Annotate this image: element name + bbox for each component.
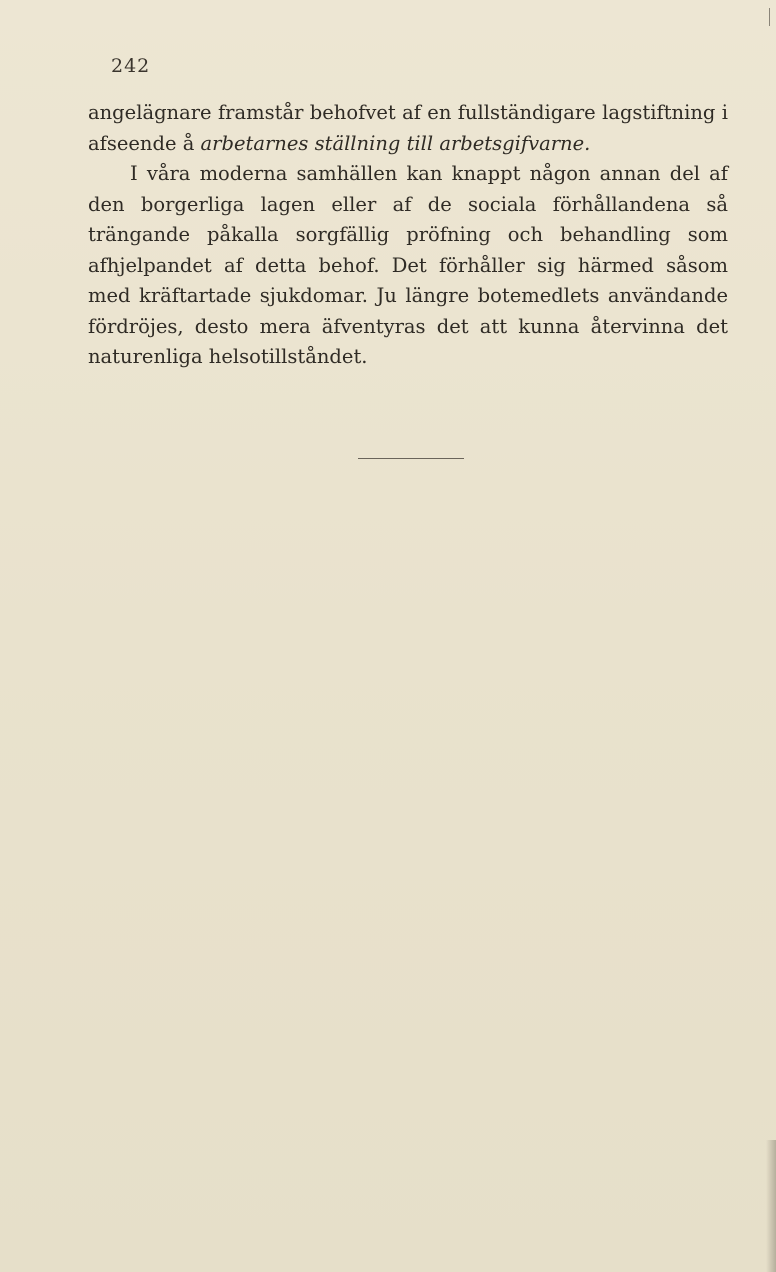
page-edge-shadow (766, 1140, 776, 1272)
paragraph-1 (88, 98, 728, 159)
paragraph-1-text: angelägnare framstår behofvet af en fullständigare lagstiftning i afseende å (88, 101, 728, 155)
paragraph-1-italic: arbetarnes ställning till arbetsgifvarne. (200, 131, 591, 155)
section-divider (358, 458, 464, 459)
paragraph-2: I våra moderna samhällen kan knappt någon annan del af den borgerliga lagen eller af de sociala förhållandena så trängande påkalla sorgfällig pröfning och behandling som afhjelpandet af detta behof. Det förhåller sig härmed såsom med kräftartade sjukdomar. Ju längre botemedlets användande fördröjes, desto mera äfventyras det att kunna återvinna det naturenliga helsotillståndet. (88, 162, 728, 368)
page-number: 242 (111, 55, 151, 77)
page-edge-mark (769, 8, 770, 26)
body-text (88, 98, 728, 373)
